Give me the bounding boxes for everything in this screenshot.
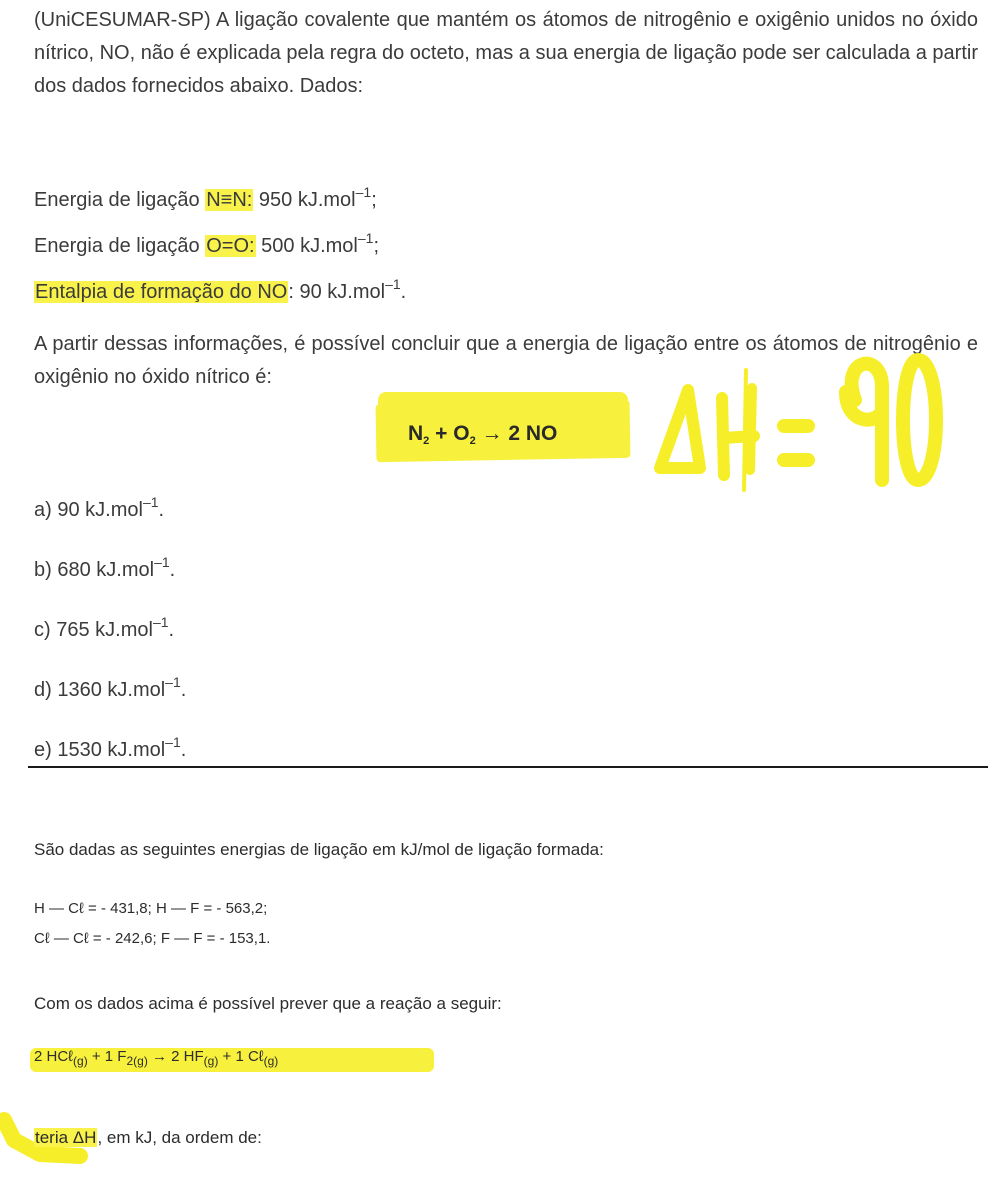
punctuation: . (400, 281, 407, 303)
data-line-n2 (34, 180, 377, 220)
exponent: –1 (154, 554, 170, 570)
data-value: 950 kJ.mol (253, 189, 356, 211)
reaction-part: + 1 Cℓ (218, 1048, 264, 1065)
eq-n: N (408, 422, 424, 445)
reaction-state: 2(g) (126, 1054, 148, 1068)
highlight-enthalpy: Entalpia de formação do NO (35, 281, 288, 303)
data-line-enthalpy (34, 272, 406, 312)
data-label: Energia de ligação (34, 235, 206, 257)
eq-o-sub: 2 (469, 435, 476, 447)
question-2-ending (34, 1128, 262, 1148)
option-c[interactable] (34, 610, 186, 670)
equation (408, 422, 557, 446)
handwritten-annotation (650, 330, 950, 500)
equation-highlight-marker-top (378, 392, 628, 410)
reaction-state: (g) (73, 1054, 88, 1068)
question-1-intro: (UniCESUMAR-SP) A ligação covalente que mantém os átomos de nitrogênio e oxigênio unidos no óxido nítrico, NO, não é explicada pela regra do octeto, mas a sua energia de ligação pode ser calculada a partir dos dados fornecidos abaixo. Dados: (34, 9, 978, 97)
data-label: Energia de ligação (34, 189, 206, 211)
punctuation: . (158, 499, 165, 521)
option-text: a) 90 kJ.mol (34, 499, 143, 521)
reaction-state: (g) (263, 1054, 279, 1068)
reaction-state: (g) (203, 1054, 219, 1068)
eq-product: → 2 NO (475, 422, 558, 445)
exponent: –1 (355, 184, 372, 200)
option-d[interactable] (34, 670, 186, 730)
exponent: –1 (385, 276, 401, 292)
option-text: d) 1360 kJ.mol (34, 679, 166, 701)
data-line-o2 (34, 226, 379, 266)
highlight-o2: O=O: (206, 235, 255, 257)
highlight-delta-h: teria ΔH (35, 1128, 97, 1147)
punctuation: ; (371, 189, 377, 211)
exponent: –1 (142, 494, 159, 510)
punctuation: . (180, 739, 187, 761)
reaction-part: + 1 F (87, 1048, 127, 1065)
exponent: –1 (152, 614, 169, 630)
answer-options (34, 490, 186, 790)
ending-text: , em kJ, da ordem de: (97, 1128, 262, 1147)
reaction-part: 2 HCℓ (34, 1048, 74, 1065)
exponent: –1 (357, 230, 374, 246)
data-value: 500 kJ.mol (255, 235, 358, 257)
option-b[interactable] (34, 550, 186, 610)
option-text: c) 765 kJ.mol (34, 619, 153, 641)
punctuation: ; (373, 235, 379, 257)
highlight-n2: N≡N: (206, 189, 253, 211)
reaction (34, 1048, 278, 1068)
option-a[interactable] (34, 490, 186, 550)
option-text: b) 680 kJ.mol (34, 559, 155, 581)
energies-line-1: H — Cℓ = - 431,8; H — F = - 563,2; (34, 900, 268, 917)
question-2-predict: Com os dados acima é possível prever que a reação a seguir: (34, 994, 502, 1013)
exponent: –1 (165, 734, 181, 750)
punctuation: . (168, 619, 175, 641)
eq-n-sub: 2 (423, 435, 430, 447)
exponent: –1 (165, 674, 181, 690)
divider-line (28, 766, 988, 768)
eq-plus-o: + O (429, 422, 470, 445)
data-value: : 90 kJ.mol (288, 281, 386, 303)
question-2-intro: São dadas as seguintes energias de ligação em kJ/mol de ligação formada: (34, 840, 604, 859)
question-1-conclusion: A partir dessas informações, é possível concluir que a energia de ligação entre os átomos de nitrogênio e oxigênio no óxido nítrico é: (34, 333, 978, 388)
energies-line-2: Cℓ — Cℓ = - 242,6; F — F = - 153,1. (34, 930, 271, 947)
punctuation: . (180, 679, 187, 701)
option-text: e) 1530 kJ.mol (34, 739, 166, 761)
punctuation: . (169, 559, 176, 581)
reaction-part: → 2 HF (147, 1048, 204, 1065)
option-e[interactable] (34, 730, 186, 790)
